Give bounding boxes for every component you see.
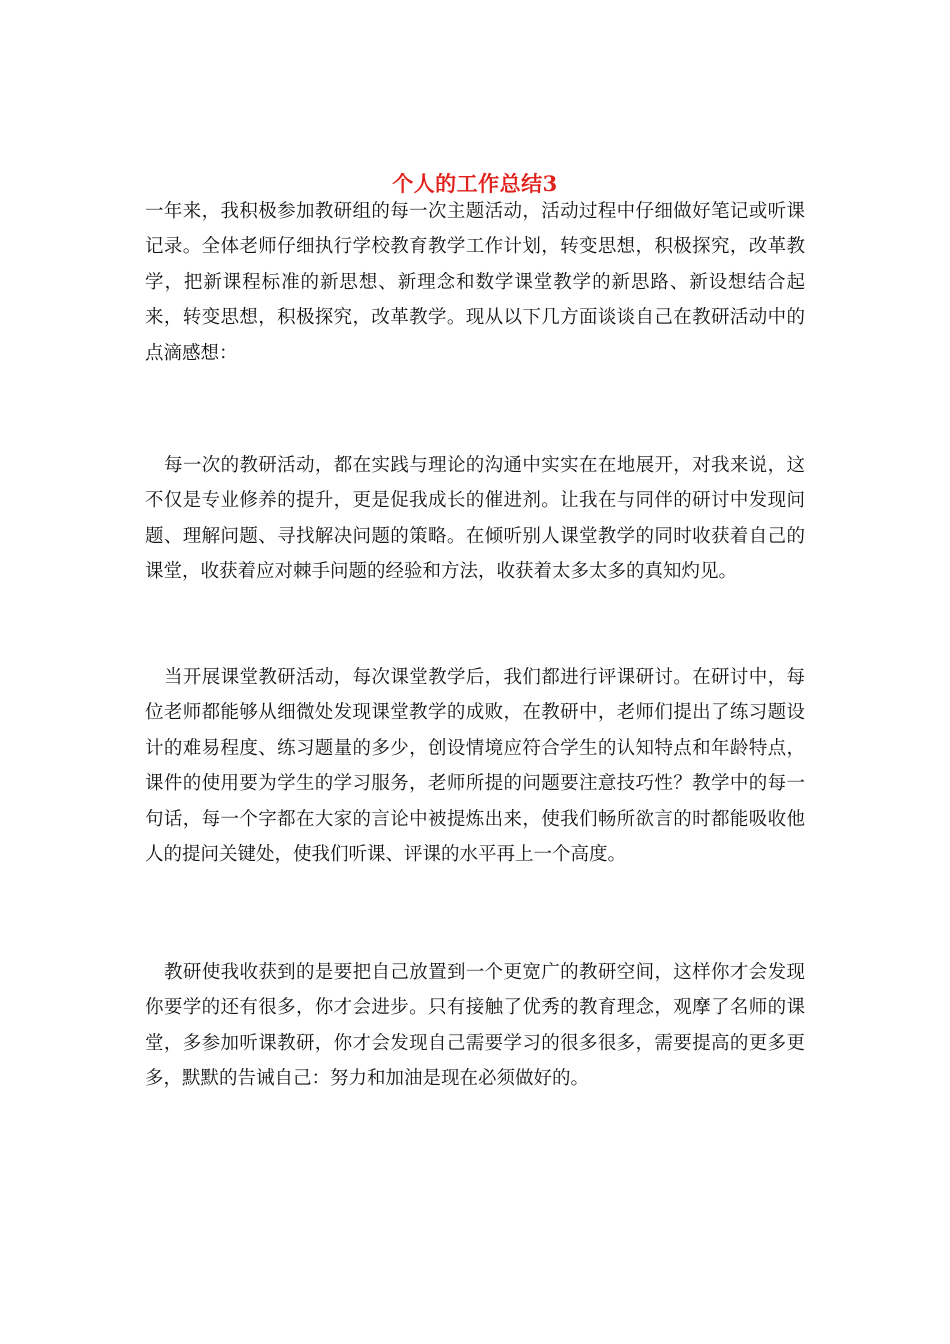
- paragraph-reflection: 教研使我收获到的是要把自己放置到一个更宽广的教研空间，这样你才会发现你要学的还有很多，你才会进步。只有接触了优秀的教育理念，观摩了名师的课堂，多参加听课教研，你才会发现自己需要学习的很多很多，需要提高的更多更多，默默的告诫自己：努力和加油是现在必须做好的。: [145, 962, 805, 1090]
- paragraph-lesson-evaluation: 当开展课堂教研活动，每次课堂教学后，我们都进行评课研讨。在研讨中，每位老师都能够从细微处发现课堂教学的成败，在教研中，老师们提出了练习题设计的难易程度、练习题量的多少，创设情境应符合学生的认知特点和年龄特点，课件的使用要为学生的学习服务，老师所提的问题要注意技巧性？教学中的每一句话，每一个字都在大家的言论中被提炼出来，使我们畅所欲言的时都能吸收他人的提问关键处，使我们听课、评课的水平再上一个高度。: [145, 667, 805, 866]
- paragraph-teaching-activities: 每一次的教研活动，都在实践与理论的沟通中实实在在地展开，对我来说，这不仅是专业修养的提升，更是促我成长的催进剂。让我在与同伴的研讨中发现问题、理解问题、寻找解决问题的策略。在倾听别人课堂教学的同时收获着自己的课堂，收获着应对棘手问题的经验和方法，收获着太多太多的真知灼见。: [145, 455, 805, 583]
- document-title: 个人的工作总结3: [392, 171, 558, 197]
- paragraph-intro: 一年来，我积极参加教研组的每一次主题活动，活动过程中仔细做好笔记或听课记录。全体老师仔细执行学校教育教学工作计划，转变思想，积极探究，改革教学，把新课程标准的新思想、新理念和数学课堂教学的新思路、新设想结合起来，转变思想，积极探究，改革教学。现从以下几方面谈谈自己在教研活动中的点滴感想：: [145, 201, 805, 364]
